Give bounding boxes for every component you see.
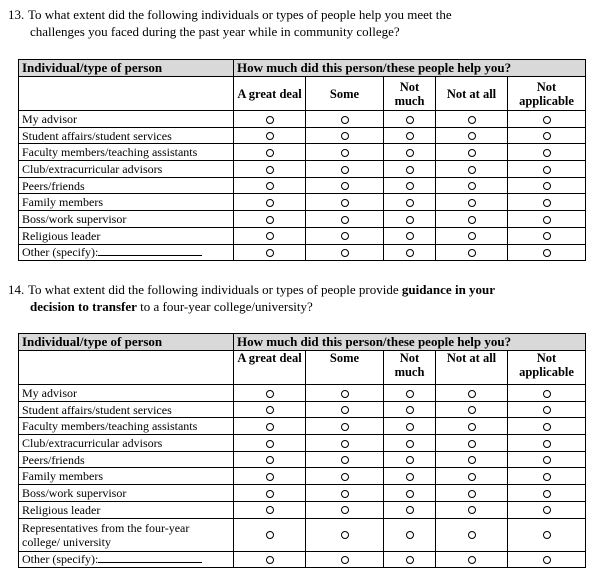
table-row <box>19 177 586 194</box>
row-label <box>19 177 234 194</box>
question-number: 13. <box>8 7 25 22</box>
option-cell <box>508 518 586 551</box>
row-label <box>19 418 234 435</box>
option-cell <box>306 227 384 244</box>
option-cell <box>508 177 586 194</box>
option-cell <box>234 144 306 161</box>
option-cell <box>436 451 508 468</box>
option-cell <box>384 111 436 128</box>
option-cell <box>508 161 586 178</box>
option-cell <box>384 227 436 244</box>
radio-button[interactable] <box>543 473 551 481</box>
table-row <box>19 451 586 468</box>
option-cell <box>508 451 586 468</box>
option-cell <box>508 211 586 228</box>
radio-button[interactable] <box>341 423 349 431</box>
table-row <box>19 468 586 485</box>
radio-button[interactable] <box>341 132 349 140</box>
radio-button[interactable] <box>543 556 551 564</box>
radio-button[interactable] <box>406 456 414 464</box>
option-cell <box>306 518 384 551</box>
row-label <box>19 211 234 228</box>
radio-button[interactable] <box>543 440 551 448</box>
option-cell <box>436 518 508 551</box>
question-14-text <box>8 281 593 315</box>
radio-button[interactable] <box>406 199 414 207</box>
radio-button[interactable] <box>406 473 414 481</box>
radio-button[interactable] <box>468 456 476 464</box>
row-label-text: Peers/friends <box>22 178 85 193</box>
option-cell <box>508 227 586 244</box>
row-label <box>19 144 234 161</box>
radio-button[interactable] <box>543 216 551 224</box>
option-cell <box>306 401 384 418</box>
row-label <box>19 244 234 261</box>
radio-button[interactable] <box>543 490 551 498</box>
row-label <box>19 385 234 402</box>
radio-button[interactable] <box>468 199 476 207</box>
option-header: Some <box>306 351 384 385</box>
row-label-text: Other (specify): <box>22 552 99 567</box>
radio-button[interactable] <box>406 390 414 398</box>
options-header-row <box>19 351 586 385</box>
radio-button[interactable] <box>406 406 414 414</box>
option-cell <box>234 401 306 418</box>
table-row <box>19 485 586 502</box>
radio-button[interactable] <box>468 390 476 398</box>
row-label <box>19 401 234 418</box>
radio-button[interactable] <box>341 406 349 414</box>
radio-button[interactable] <box>341 456 349 464</box>
radio-button[interactable] <box>406 440 414 448</box>
radio-button[interactable] <box>266 440 274 448</box>
radio-button[interactable] <box>468 473 476 481</box>
option-cell <box>436 501 508 518</box>
option-cell <box>508 385 586 402</box>
option-cell <box>234 468 306 485</box>
table-row <box>19 385 586 402</box>
option-cell <box>384 418 436 435</box>
option-cell <box>306 451 384 468</box>
row-label-text: Faculty members/teaching assistants <box>22 419 198 434</box>
option-cell <box>384 451 436 468</box>
column-header-person: Individual/type of person <box>19 334 234 351</box>
option-cell <box>436 551 508 568</box>
table-row <box>19 435 586 452</box>
radio-button[interactable] <box>468 406 476 414</box>
question-14-table <box>18 333 586 568</box>
radio-button[interactable] <box>543 199 551 207</box>
radio-button[interactable] <box>543 456 551 464</box>
option-cell <box>306 468 384 485</box>
option-cell <box>436 127 508 144</box>
radio-button[interactable] <box>406 531 414 539</box>
option-cell <box>436 244 508 261</box>
row-label-text: Boss/work supervisor <box>22 211 127 226</box>
radio-button[interactable] <box>341 182 349 190</box>
option-cell <box>234 227 306 244</box>
option-header: A great deal <box>234 77 306 111</box>
question-text-line: To what extent did the following individuals or types of people provide <box>28 282 402 297</box>
radio-button[interactable] <box>266 132 274 140</box>
option-cell <box>436 194 508 211</box>
option-cell <box>436 111 508 128</box>
radio-button[interactable] <box>468 149 476 157</box>
option-cell <box>436 418 508 435</box>
radio-button[interactable] <box>543 423 551 431</box>
radio-button[interactable] <box>468 506 476 514</box>
radio-button[interactable] <box>468 440 476 448</box>
table-row <box>19 127 586 144</box>
radio-button[interactable] <box>266 490 274 498</box>
table-row <box>19 194 586 211</box>
radio-button[interactable] <box>468 249 476 257</box>
option-header: Not applicable <box>508 351 586 385</box>
radio-button[interactable] <box>406 116 414 124</box>
radio-button[interactable] <box>266 406 274 414</box>
row-label-text: Boss/work supervisor <box>22 485 127 500</box>
option-cell <box>508 418 586 435</box>
question-text-bold: guidance in your <box>401 282 496 297</box>
table-row <box>19 211 586 228</box>
radio-button[interactable] <box>266 249 274 257</box>
option-cell <box>508 244 586 261</box>
option-cell <box>508 485 586 502</box>
radio-button[interactable] <box>266 423 274 431</box>
radio-button[interactable] <box>341 166 349 174</box>
question-number: 14. <box>8 282 25 297</box>
option-cell <box>234 244 306 261</box>
option-cell <box>508 501 586 518</box>
option-header: Some <box>306 77 384 111</box>
option-cell <box>384 401 436 418</box>
radio-button[interactable] <box>406 506 414 514</box>
radio-button[interactable] <box>341 216 349 224</box>
table-row <box>19 418 586 435</box>
row-label-text: Other (specify): <box>22 245 99 260</box>
row-label-text: Club/extracurricular advisors <box>22 161 163 176</box>
radio-button[interactable] <box>468 116 476 124</box>
option-cell <box>436 401 508 418</box>
option-cell <box>234 111 306 128</box>
option-cell <box>306 111 384 128</box>
row-label-text: My advisor <box>22 111 77 126</box>
radio-button[interactable] <box>341 556 349 564</box>
option-cell <box>436 161 508 178</box>
radio-button[interactable] <box>468 531 476 539</box>
option-cell <box>384 144 436 161</box>
option-cell <box>234 485 306 502</box>
radio-button[interactable] <box>543 149 551 157</box>
option-cell <box>234 435 306 452</box>
option-cell <box>234 127 306 144</box>
option-header: Not at all <box>436 77 508 111</box>
radio-button[interactable] <box>468 490 476 498</box>
table-row <box>19 111 586 128</box>
radio-button[interactable] <box>341 531 349 539</box>
radio-button[interactable] <box>406 232 414 240</box>
options-header-row <box>19 77 586 111</box>
radio-button[interactable] <box>543 166 551 174</box>
option-cell <box>508 111 586 128</box>
radio-button[interactable] <box>543 232 551 240</box>
radio-button[interactable] <box>266 199 274 207</box>
option-cell <box>234 385 306 402</box>
option-cell <box>384 161 436 178</box>
row-label <box>19 161 234 178</box>
option-header: Not at all <box>436 351 508 385</box>
radio-button[interactable] <box>266 506 274 514</box>
column-header-help: How much did this person/these people help you? <box>234 334 586 351</box>
option-cell <box>508 127 586 144</box>
radio-button[interactable] <box>341 149 349 157</box>
radio-button[interactable] <box>266 531 274 539</box>
option-header: A great deal <box>234 351 306 385</box>
radio-button[interactable] <box>406 249 414 257</box>
table-row <box>19 401 586 418</box>
row-label-text: Peers/friends <box>22 452 85 467</box>
option-cell <box>306 501 384 518</box>
row-label-text: Family members <box>22 195 103 210</box>
radio-button[interactable] <box>543 132 551 140</box>
radio-button[interactable] <box>468 556 476 564</box>
option-cell <box>306 144 384 161</box>
option-cell <box>384 194 436 211</box>
question-text-line: To what extent did the following individuals or types of people help you meet the <box>28 7 452 22</box>
radio-button[interactable] <box>266 216 274 224</box>
specify-blank-line[interactable] <box>98 553 202 563</box>
radio-button[interactable] <box>406 216 414 224</box>
option-cell <box>508 435 586 452</box>
radio-button[interactable] <box>266 456 274 464</box>
row-label <box>19 468 234 485</box>
option-cell <box>234 211 306 228</box>
option-header: Not applicable <box>508 77 586 111</box>
radio-button[interactable] <box>543 506 551 514</box>
specify-blank-line[interactable] <box>98 246 202 256</box>
option-cell <box>306 177 384 194</box>
option-cell <box>306 161 384 178</box>
option-cell <box>234 518 306 551</box>
radio-button[interactable] <box>543 182 551 190</box>
radio-button[interactable] <box>341 490 349 498</box>
option-cell <box>384 244 436 261</box>
row-label <box>19 518 234 551</box>
row-label-text: My advisor <box>22 385 77 400</box>
option-cell <box>384 177 436 194</box>
radio-button[interactable] <box>406 423 414 431</box>
radio-button[interactable] <box>341 199 349 207</box>
radio-button[interactable] <box>406 182 414 190</box>
option-cell <box>436 227 508 244</box>
radio-button[interactable] <box>468 232 476 240</box>
option-cell <box>508 551 586 568</box>
question-13-table <box>18 59 586 261</box>
question-text-line: challenges you faced during the past year while in community college? <box>30 24 400 39</box>
column-header-person: Individual/type of person <box>19 60 234 77</box>
row-label <box>19 551 234 568</box>
radio-button[interactable] <box>266 232 274 240</box>
radio-button[interactable] <box>468 216 476 224</box>
option-cell <box>234 551 306 568</box>
radio-button[interactable] <box>266 116 274 124</box>
row-label <box>19 111 234 128</box>
option-cell <box>384 551 436 568</box>
table-row <box>19 244 586 261</box>
option-cell <box>306 551 384 568</box>
row-label-text: Religious leader <box>22 502 101 517</box>
radio-button[interactable] <box>341 390 349 398</box>
radio-button[interactable] <box>341 440 349 448</box>
radio-button[interactable] <box>468 132 476 140</box>
option-cell <box>306 211 384 228</box>
radio-button[interactable] <box>468 423 476 431</box>
row-label-text: Student affairs/student services <box>22 128 172 143</box>
radio-button[interactable] <box>543 249 551 257</box>
column-header-help: How much did this person/these people help you? <box>234 60 586 77</box>
radio-button[interactable] <box>266 166 274 174</box>
radio-button[interactable] <box>543 406 551 414</box>
table-row <box>19 518 586 551</box>
radio-button[interactable] <box>468 166 476 174</box>
radio-button[interactable] <box>406 166 414 174</box>
option-cell <box>234 418 306 435</box>
option-header: Not much <box>384 351 436 385</box>
radio-button[interactable] <box>406 490 414 498</box>
option-cell <box>234 161 306 178</box>
radio-button[interactable] <box>406 149 414 157</box>
option-cell <box>306 127 384 144</box>
radio-button[interactable] <box>266 556 274 564</box>
option-cell <box>306 385 384 402</box>
option-cell <box>384 518 436 551</box>
row-label <box>19 194 234 211</box>
option-cell <box>306 244 384 261</box>
radio-button[interactable] <box>406 132 414 140</box>
option-cell <box>306 194 384 211</box>
option-cell <box>384 385 436 402</box>
option-cell <box>508 144 586 161</box>
radio-button[interactable] <box>266 473 274 481</box>
option-cell <box>508 468 586 485</box>
option-cell <box>234 451 306 468</box>
table-row <box>19 551 586 568</box>
radio-button[interactable] <box>266 390 274 398</box>
question-text-line: to a four-year college/university? <box>136 299 313 314</box>
option-cell <box>234 194 306 211</box>
option-cell <box>436 144 508 161</box>
row-label-text: Religious leader <box>22 228 101 243</box>
option-cell <box>234 501 306 518</box>
table-row <box>19 144 586 161</box>
option-cell <box>508 401 586 418</box>
option-cell <box>306 418 384 435</box>
table-row <box>19 501 586 518</box>
radio-button[interactable] <box>266 149 274 157</box>
option-header: Not much <box>384 77 436 111</box>
row-label <box>19 451 234 468</box>
option-cell <box>436 177 508 194</box>
radio-button[interactable] <box>341 232 349 240</box>
row-label <box>19 227 234 244</box>
question-13-text <box>8 6 593 40</box>
row-label <box>19 435 234 452</box>
option-cell <box>436 385 508 402</box>
radio-button[interactable] <box>341 473 349 481</box>
row-label <box>19 485 234 502</box>
row-label-text: Family members <box>22 469 103 484</box>
question-text-bold: decision to transfer <box>30 299 137 314</box>
option-cell <box>306 435 384 452</box>
option-cell <box>306 485 384 502</box>
row-label-text: Faculty members/teaching assistants <box>22 145 198 160</box>
table-row <box>19 227 586 244</box>
row-label-text: Representatives from the four-year college/ university <box>22 520 190 549</box>
option-cell <box>384 468 436 485</box>
radio-button[interactable] <box>543 116 551 124</box>
table-row <box>19 161 586 178</box>
row-label <box>19 127 234 144</box>
row-label <box>19 501 234 518</box>
radio-button[interactable] <box>543 531 551 539</box>
radio-button[interactable] <box>341 116 349 124</box>
radio-button[interactable] <box>468 182 476 190</box>
option-cell <box>436 468 508 485</box>
radio-button[interactable] <box>341 506 349 514</box>
option-cell <box>384 211 436 228</box>
option-cell <box>234 177 306 194</box>
radio-button[interactable] <box>406 556 414 564</box>
option-cell <box>384 435 436 452</box>
row-label-text: Club/extracurricular advisors <box>22 435 163 450</box>
option-cell <box>384 127 436 144</box>
row-label-text: Student affairs/student services <box>22 402 172 417</box>
radio-button[interactable] <box>543 390 551 398</box>
option-cell <box>384 501 436 518</box>
option-cell <box>436 435 508 452</box>
option-cell <box>436 485 508 502</box>
option-cell <box>384 485 436 502</box>
radio-button[interactable] <box>266 182 274 190</box>
option-cell <box>508 194 586 211</box>
radio-button[interactable] <box>341 249 349 257</box>
option-cell <box>436 211 508 228</box>
